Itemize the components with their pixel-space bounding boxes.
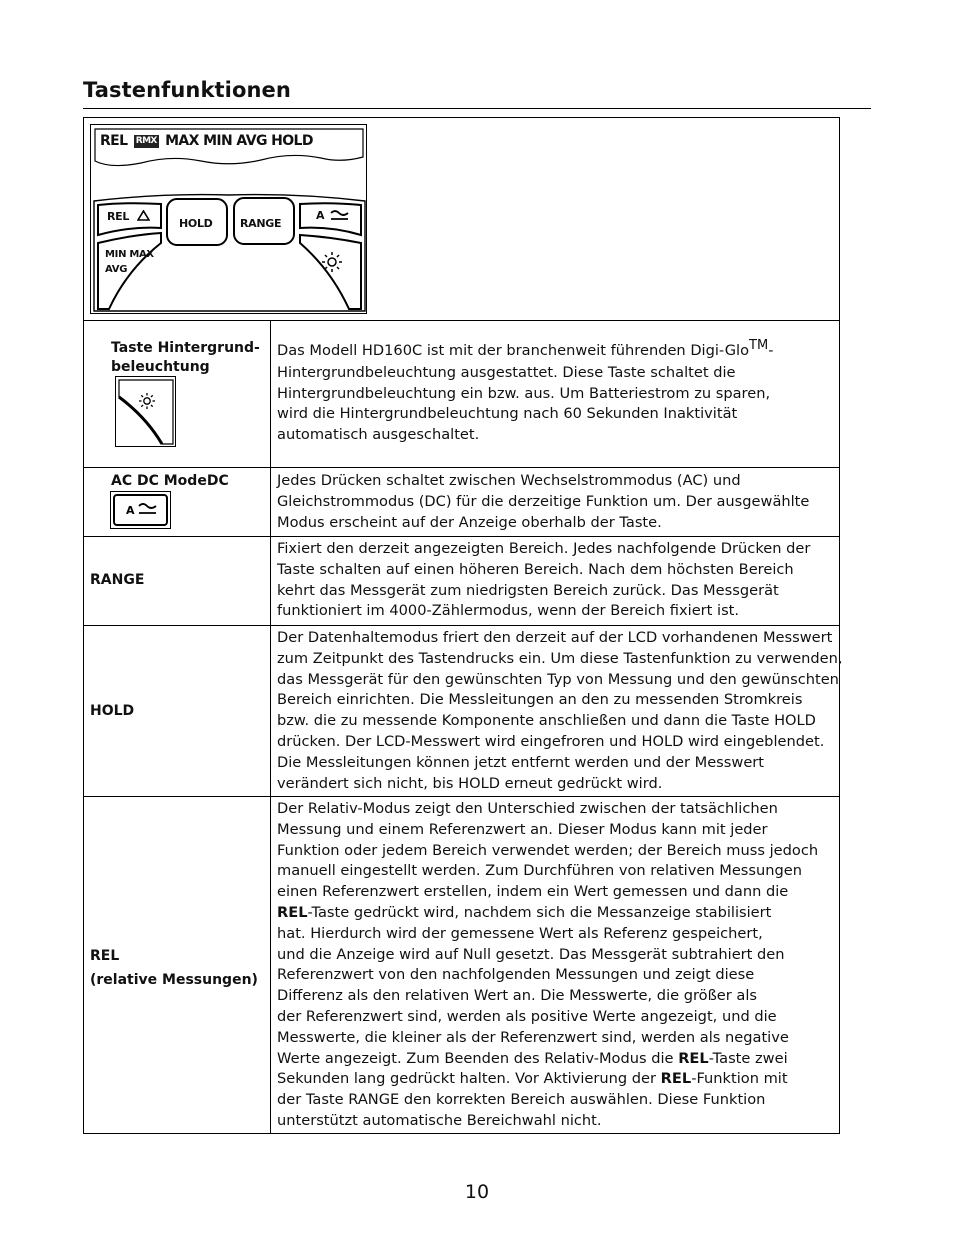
desc-line: Gleichstrommodus (DC) für die derzeitige Funktion um. Der ausgewählte (277, 492, 810, 510)
backlight-row-label (111, 339, 260, 377)
hold-description (277, 628, 843, 794)
keypad-outline (91, 125, 368, 315)
desc-line: hat. Hierdurch wird der gemessene Wert als Referenz gespeichert, (277, 924, 763, 942)
rel-key-label: REL (107, 210, 130, 223)
hold-row-label: HOLD (90, 703, 135, 719)
page-number: 10 (464, 1181, 490, 1203)
desc-line: automatisch ausgeschaltet. (277, 426, 480, 444)
desc-line: REL-Taste gedrückt wird, nachdem sich die Messanzeige stabilisiert (277, 903, 772, 921)
rel-description (277, 799, 837, 1132)
column-divider (270, 320, 271, 1134)
backlight-label-line1: Taste Hintergrund- (111, 340, 260, 356)
title-rule (83, 108, 871, 109)
desc-line: der Taste RANGE den korrekten Bereich auswählen. Diese Funktion (277, 1091, 766, 1109)
desc-line: Messwerte, die kleiner als der Referenzwert sind, werden als negative (277, 1028, 789, 1046)
desc-line: Jedes Drücken schaltet zwischen Wechselstrommodus (AC) und (277, 472, 741, 489)
desc-line: drücken. Der LCD-Messwert wird eingefroren und HOLD wird eingeblendet. (277, 732, 825, 750)
annunciator-rel: REL (100, 133, 128, 149)
ac-dc-wave-icon (330, 209, 350, 222)
desc-line: manuell eingestellt werden. Zum Durchführen von relativen Messungen (277, 862, 802, 880)
desc-line: Der Datenhaltemodus friert den derzeit auf der LCD vorhandenen Messwert (277, 629, 833, 646)
hold-key-label: HOLD (179, 217, 213, 230)
display-annunciators (100, 133, 313, 149)
desc-line: das Messgerät für den gewünschten Typ von Messung und den gewünschten (277, 670, 839, 688)
desc-line: Hintergrundbeleuchtung ein bzw. aus. Um Batteriestrom zu sparen, (277, 384, 771, 402)
backlight-sun-icon (321, 251, 343, 273)
desc-line: Bereich einrichten. Die Messleitungen an den zu messenden Stromkreis (277, 691, 803, 709)
desc-line: Funktion oder jedem Bereich verwendet werden; der Bereich muss jedoch (277, 841, 819, 859)
desc-line: Die Messleitungen können jetzt entfernt werden und der Messwert (277, 753, 765, 771)
page-title: Tastenfunktionen (83, 78, 291, 102)
minmax-key-label-line2: AVG (105, 264, 128, 275)
desc-line: Hintergrundbeleuchtung ausgestattet. Diese Taste schaltet die (277, 363, 736, 381)
row-divider (83, 536, 840, 537)
rel-row-label (90, 944, 258, 992)
backlight-label-line2: beleuchtung (111, 359, 210, 375)
desc-line: zum Zeitpunkt des Tastendrucks ein. Um diese Tastenfunktion zu verwenden, (277, 649, 843, 667)
row-divider (83, 625, 840, 626)
row-divider (83, 796, 840, 797)
rel-label-line1: REL (90, 948, 120, 964)
desc-line: Modus erscheint auf der Anzeige oberhalb der Taste. (277, 513, 662, 531)
trademark-sup: TM (749, 338, 769, 353)
backlight-sun-icon (139, 393, 155, 409)
acdc-key-label: A (316, 209, 325, 222)
acdc-description (277, 471, 837, 533)
desc-line: Taste schalten auf einen höheren Bereich. Nach dem höchsten Bereich (277, 560, 794, 578)
backlight-description (277, 338, 837, 446)
backlight-key-icon (115, 376, 176, 447)
desc-line: bzw. die zu messende Komponente anschließen und dann die Taste HOLD (277, 712, 816, 730)
rel-label-line2: (relative Messungen) (90, 972, 258, 988)
acdc-row-label: AC DC ModeDC (111, 473, 229, 489)
acdc-icon-letter: A (126, 504, 135, 517)
desc-line: verändert sich nicht, bis HOLD erneut gedrückt wird. (277, 774, 663, 792)
annunciator-rmx: RMX (135, 136, 157, 146)
range-key-label: RANGE (240, 217, 282, 230)
annunciator-max-min-avg-hold: MAX MIN AVG HOLD (165, 133, 313, 149)
desc-line: Referenzwert von den nachfolgenden Messungen und zeigt diese (277, 966, 755, 984)
desc-line: Das Modell HD160C ist mit der branchenweit führenden Digi-Glo™- (277, 338, 774, 359)
desc-line: Sekunden lang gedrückt halten. Vor Aktivierung der REL-Funktion mit (277, 1070, 788, 1088)
desc-line: Fixiert den derzeit angezeigten Bereich. Jedes nachfolgende Drücken der (277, 540, 811, 557)
desc-line: kehrt das Messgerät zum niedrigsten Bereich zurück. Das Messgerät (277, 581, 779, 599)
desc-line: einen Referenzwert erstellen, indem ein Wert gemessen und dann die (277, 883, 789, 901)
acdc-key-icon (110, 491, 171, 529)
desc-line: Der Relativ-Modus zeigt den Unterschied zwischen der tatsächlichen (277, 800, 778, 817)
row-divider (83, 320, 840, 321)
desc-line: Messung und einem Referenzwert an. Dieser Modus kann mit jeder (277, 820, 768, 838)
row-divider (83, 467, 840, 468)
delta-icon (137, 210, 150, 221)
range-description (277, 539, 837, 622)
desc-line: Werte angezeigt. Zum Beenden des Relativ-Modus die REL-Taste zwei (277, 1049, 788, 1067)
desc-line: und die Anzeige wird auf Null gesetzt. Das Messgerät subtrahiert den (277, 945, 785, 963)
keypad-illustration (90, 124, 367, 314)
desc-line: Differenz als den relativen Wert an. Die Messwerte, die größer als (277, 987, 758, 1005)
desc-line: wird die Hintergrundbeleuchtung nach 60 Sekunden Inaktivität (277, 405, 738, 423)
desc-line: der Referenzwert sind, werden als positive Werte angezeigt, und die (277, 1007, 777, 1025)
desc-line: unterstützt automatische Bereichwahl nicht. (277, 1111, 602, 1129)
range-row-label: RANGE (90, 572, 145, 588)
desc-line: funktioniert im 4000-Zählermodus, wenn der Bereich fixiert ist. (277, 602, 740, 620)
minmax-key-label-line1: MIN MAX (105, 249, 154, 260)
